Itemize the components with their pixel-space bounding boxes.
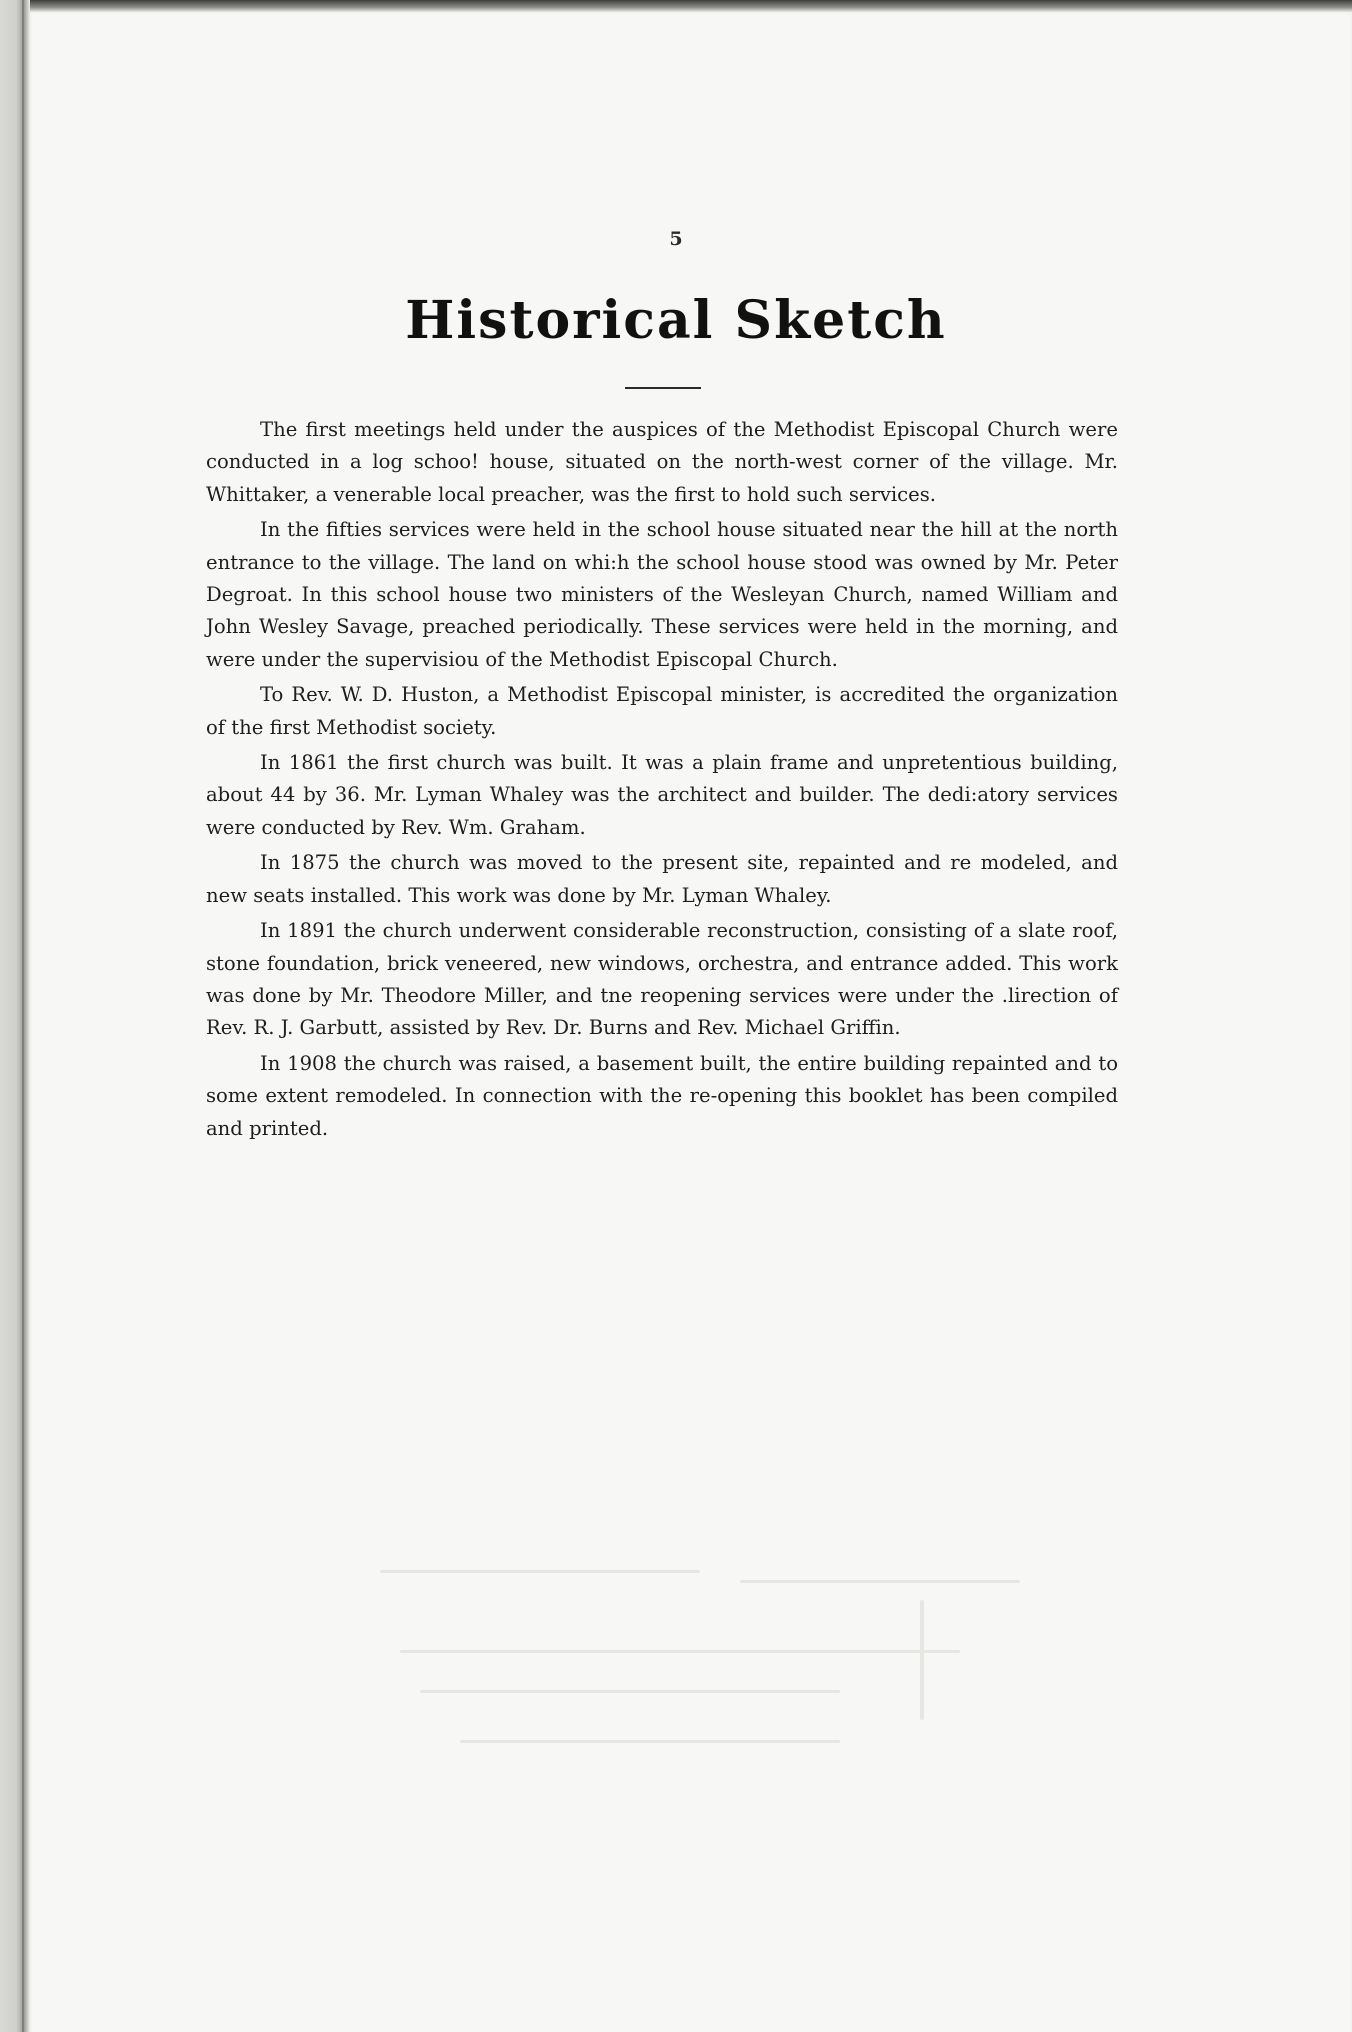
- page-title: Historical Sketch: [405, 290, 947, 351]
- paragraph-4: In 1861 the first church was built. It was a plain frame and unpretentious building, about 44 by 36. Mr. Lyman Whaley was the architect and builder. The dedi:atory services were conducted by Rev. Wm. Graham.: [206, 751, 1118, 839]
- paragraph-5: In 1875 the church was moved to the present site, repainted and re modeled, and new seats installed. This work was done by Mr. Lyman Whaley.: [206, 851, 1118, 907]
- title-rule: [625, 387, 701, 389]
- scan-top-edge: [0, 0, 1352, 12]
- paragraph-7: In 1908 the church was raised, a basement built, the entire building repainted and to some extent remodeled. In connection with the re-opening this booklet has been compiled and printed.: [206, 1051, 1118, 1140]
- bleed-through-marks: [360, 1420, 1060, 1800]
- page-number: 5: [669, 228, 683, 250]
- paragraph-6: In 1891 the church underwent considerable reconstruction, consisting of a slate roof, stone foundation, brick veneered, new windows, orchestra, and entrance added. This work was done by Mr. Theodore Miller, and tne reopening services were under the .lirection of Rev. R. J. Garbutt, assisted by Rev. Dr. Burns and Rev. Michael Griffin.: [206, 919, 1118, 1040]
- paragraph-1: The first meetings held under the auspices of the Methodist Episcopal Church were conducted in a log schoo! house, situated on the north-west corner of the village. Mr. Whittaker, a venerable local preacher, was the first to hold such services.: [206, 418, 1118, 506]
- paragraph-3: To Rev. W. D. Huston, a Methodist Episcopal minister, is accredited the organization of the first Methodist society.: [206, 683, 1118, 739]
- paragraph-2: In the fifties services were held in the school house situated near the hill at the north entrance to the village. The land on whi:h the school house stood was owned by Mr. Peter Degroat. In this school house two ministers of the Wesleyan Church, named William and John Wesley Savage, preached periodically. These services were held in the morning, and were under the supervisiou of the Methodist Episcopal Church.: [206, 518, 1118, 671]
- article-body: [206, 414, 1118, 1148]
